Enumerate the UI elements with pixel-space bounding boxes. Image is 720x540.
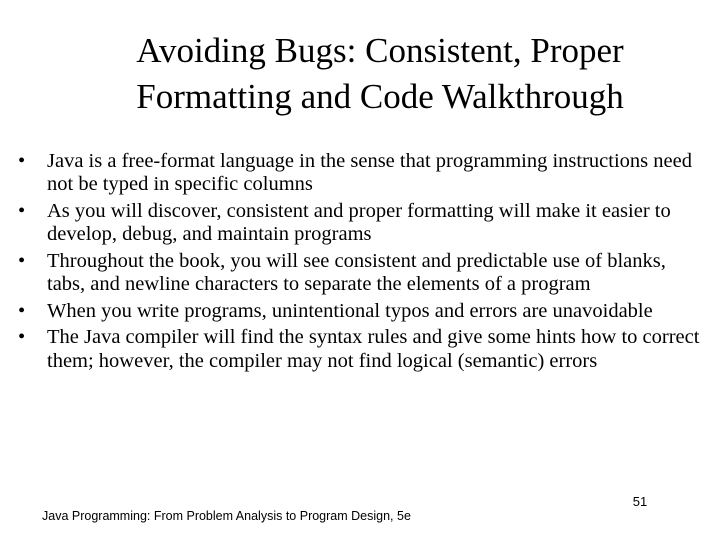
bullet-text: As you will discover, consistent and proper formatting will make it easier to develop, debug, and maintain programs bbox=[47, 199, 671, 246]
bullet-item bbox=[18, 326, 708, 372]
slide-footer: Java Programming: From Problem Analysis to Program Design, 5e bbox=[42, 509, 411, 523]
bullet-item bbox=[18, 300, 708, 323]
page-number: 51 bbox=[632, 494, 648, 509]
slide-title-line-2: Formatting and Code Walkthrough bbox=[136, 77, 624, 116]
bullet-dot-icon: • bbox=[18, 299, 26, 322]
bullet-dot-icon: • bbox=[18, 199, 26, 222]
bullet-text: Java is a free-format language in the sense that programming instructions need not be typed in specific columns bbox=[47, 150, 692, 196]
slide-title-line-1: Avoiding Bugs: Consistent, Proper bbox=[136, 31, 624, 70]
bullet-dot-icon: • bbox=[18, 326, 26, 349]
bullet-text: When you write programs, unintentional typos and errors are unavoidable bbox=[47, 299, 653, 322]
bullet-dot-icon: • bbox=[18, 249, 26, 272]
bullet-text: The Java compiler will find the syntax rules and give some hints how to correct them; however, the compiler may not find logical (semantic) errors bbox=[47, 326, 700, 372]
bullet-dot-icon: • bbox=[18, 150, 26, 172]
bullet-item bbox=[18, 200, 708, 246]
bullet-text: Throughout the book, you will see consistent and predictable use of blanks, tabs, and newline characters to separate the elements of a program bbox=[47, 249, 666, 296]
slide-title bbox=[60, 28, 700, 120]
bullet-list bbox=[18, 150, 708, 376]
bullet-item bbox=[18, 250, 708, 296]
bullet-item bbox=[18, 150, 708, 196]
